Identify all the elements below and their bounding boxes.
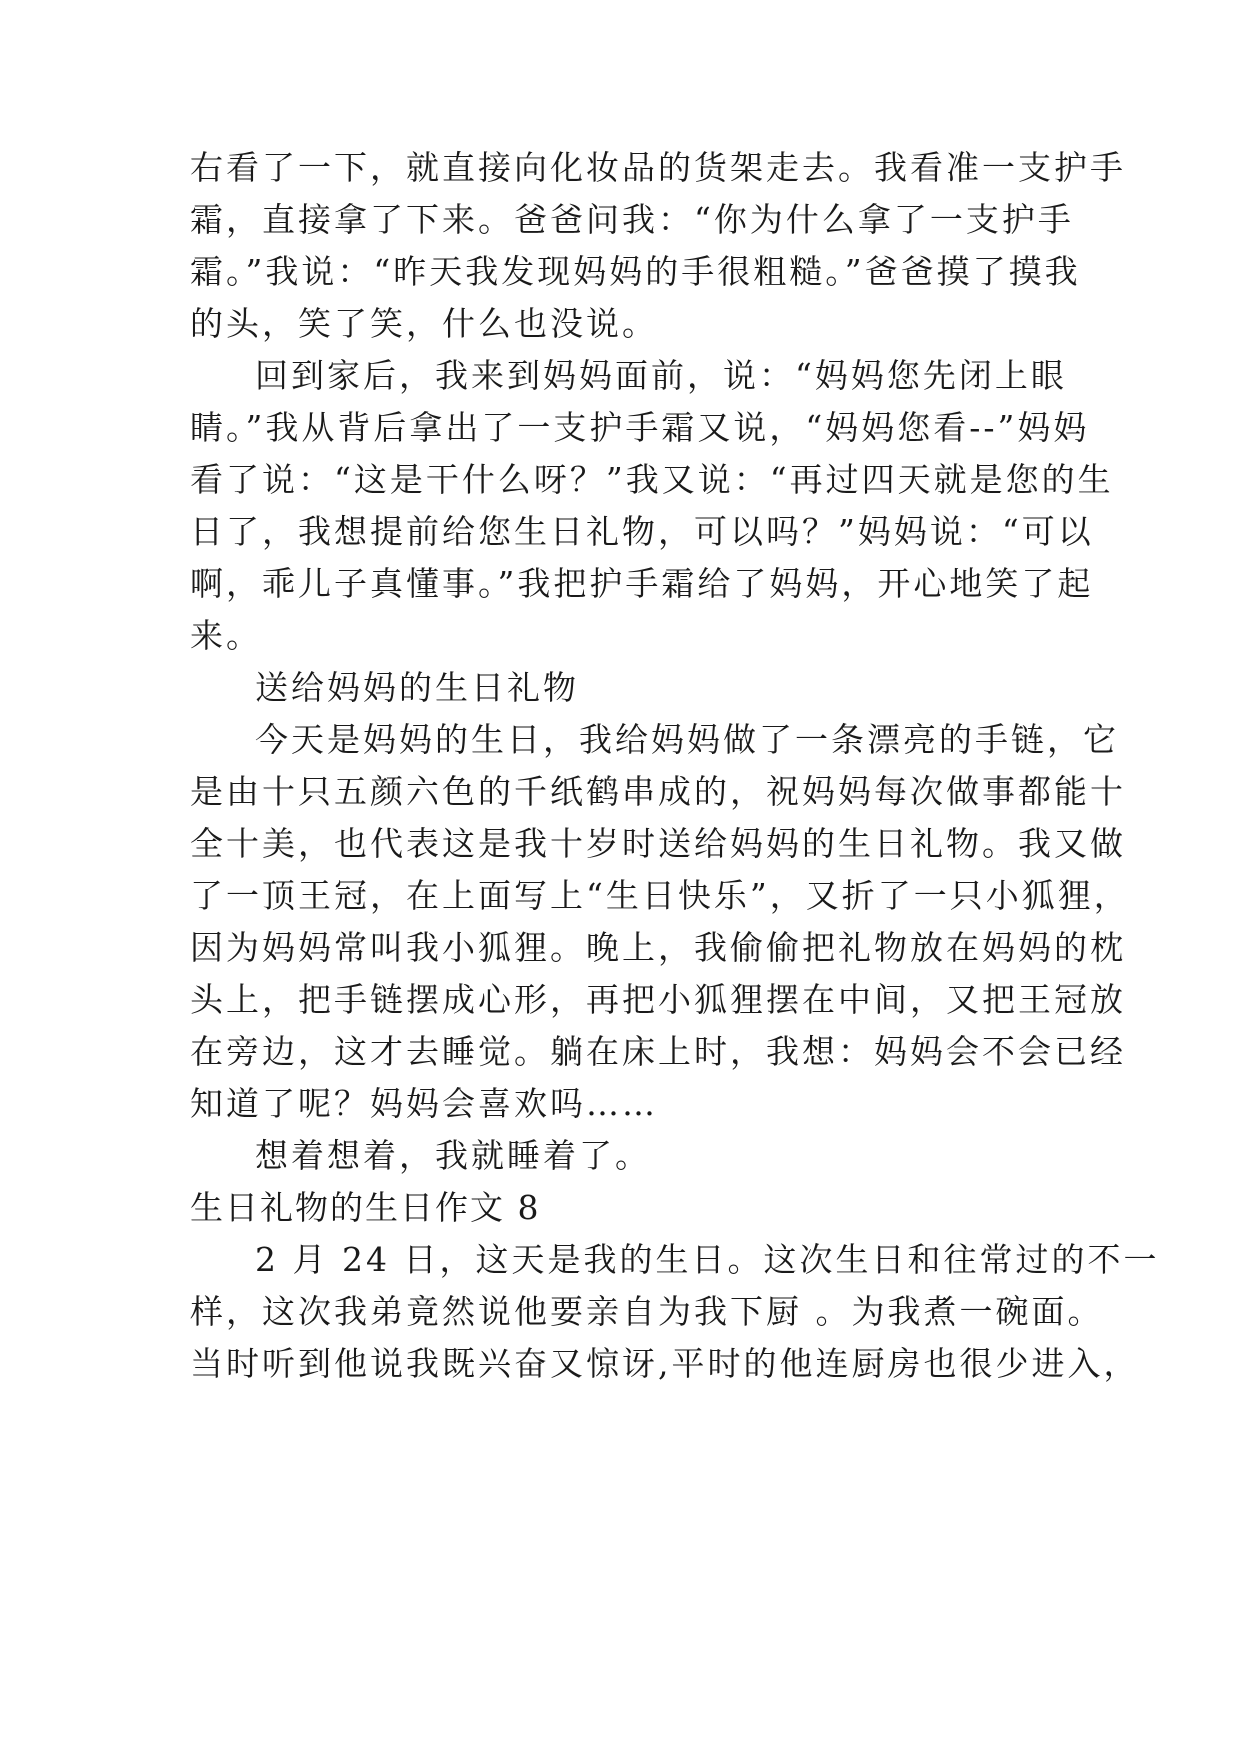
text-line: 了一顶王冠，在上面写上“生日快乐”，又折了一只小狐狸， [190,876,1130,915]
text-line: 日了，我想提前给您生日礼物，可以吗？”妈妈说：“可以 [190,512,1094,551]
text-line: 右看了一下，就直接向化妆品的货架走去。我看准一支护手 [190,148,1126,187]
text-line: 因为妈妈常叫我小狐狸。晚上，我偷偷把礼物放在妈妈的枕 [190,928,1126,967]
text-line: 来。 [190,616,262,655]
text-line: 头上，把手链摆成心形，再把小狐狸摆在中间，又把王冠放 [190,980,1126,1019]
text-line: 全十美，也代表这是我十岁时送给妈妈的生日礼物。我又做 [190,824,1126,863]
text-line: 霜，直接拿了下来。爸爸问我：“你为什么拿了一支护手 [190,200,1074,239]
paragraph-start-line: 想着想着，我就睡着了。 [255,1136,651,1175]
paragraph-start-line: 2 月 24 日，这天是我的生日。这次生日和往常过的不一 [255,1240,1160,1279]
paragraph-start-line: 今天是妈妈的生日，我给妈妈做了一条漂亮的手链，它 [255,720,1119,759]
text-line: 知道了呢？妈妈会喜欢吗…… [190,1084,658,1123]
text-line: 啊，乖儿子真懂事。”我把护手霜给了妈妈，开心地笑了起 [190,564,1094,603]
text-line: 样，这次我弟竟然说他要亲自为我下厨 。为我煮一碗面。 [190,1292,1104,1331]
text-line: 的头，笑了笑，什么也没说。 [190,304,658,343]
section-title: 送给妈妈的生日礼物 [255,668,579,707]
text-line: 霜。”我说：“昨天我发现妈妈的手很粗糙。”爸爸摸了摸我 [190,252,1081,291]
text-line: 睛。”我从背后拿出了一支护手霜又说，“妈妈您看--”妈妈 [190,408,1090,447]
text-line: 在旁边，这才去睡觉。躺在床上时，我想：妈妈会不会已经 [190,1032,1126,1071]
text-line: 当时听到他说我既兴奋又惊讶,平时的他连厨房也很少进入， [190,1344,1140,1383]
paragraph-start-line: 回到家后，我来到妈妈面前，说：“妈妈您先闭上眼 [255,356,1067,395]
text-line: 看了说：“这是干什么呀？”我又说：“再过四天就是您的生 [190,460,1114,499]
article-heading: 生日礼物的生日作文 8 [190,1188,541,1227]
text-line: 是由十只五颜六色的千纸鹤串成的，祝妈妈每次做事都能十 [190,772,1126,811]
